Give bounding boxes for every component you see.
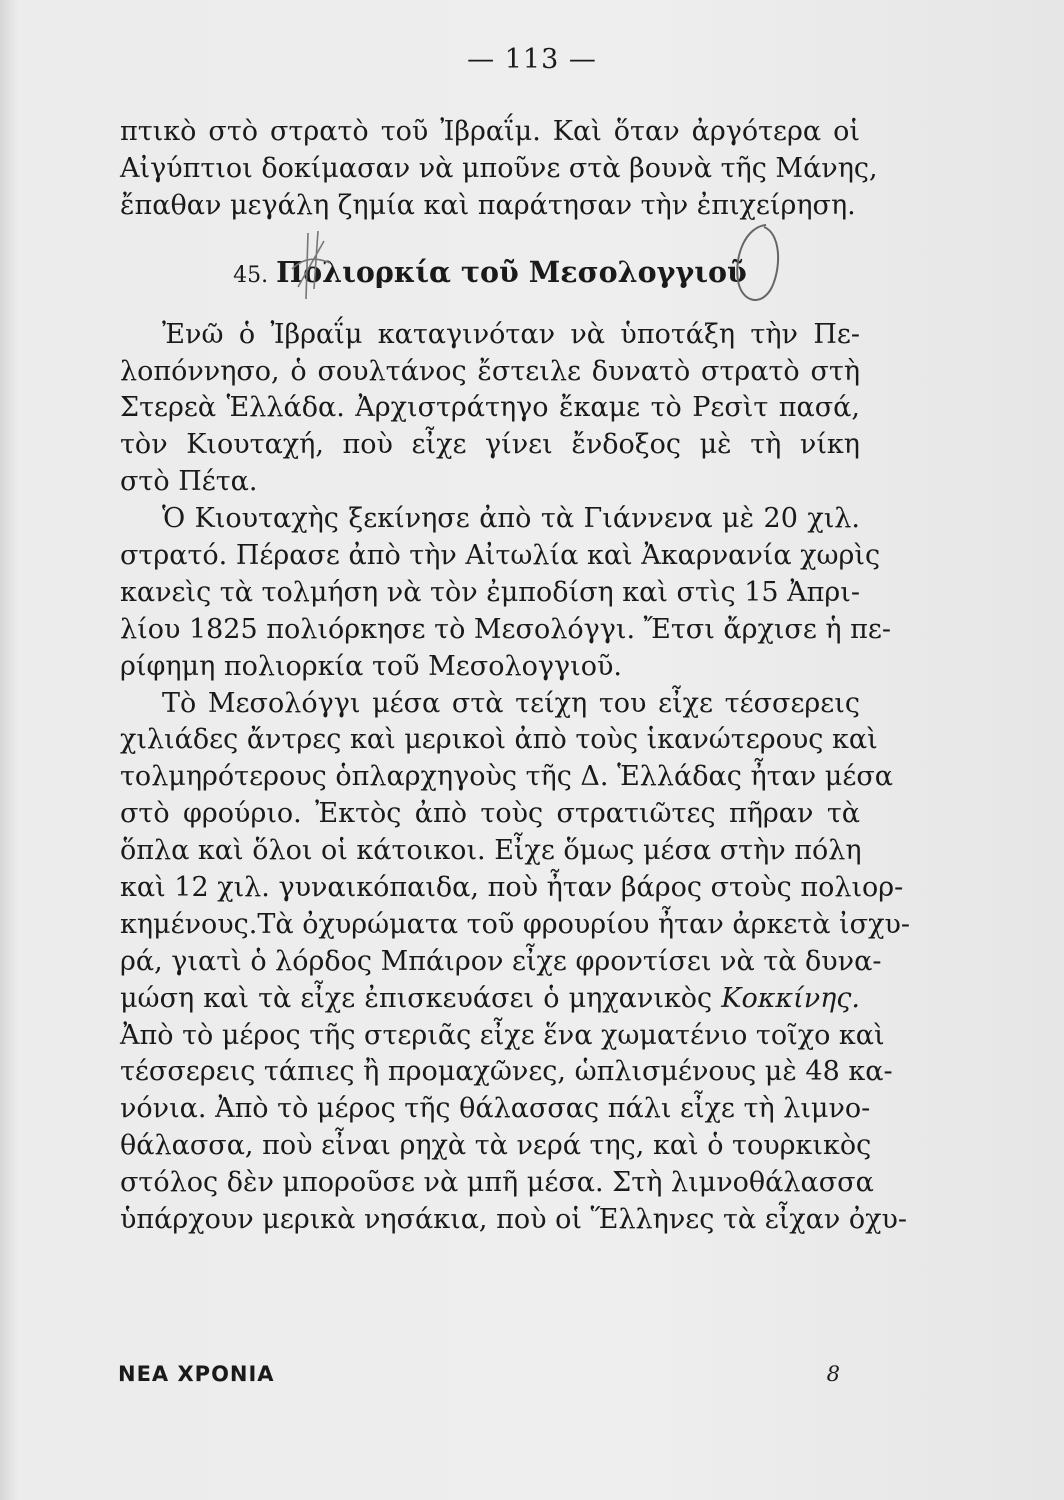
text-line: ρίφημη πολιορκία τοῦ Μεσολογγιοῦ.: [120, 650, 622, 682]
text-line: ἔπαθαν μεγάλη ζημία καὶ παράτησαν τὴν ἐπιχείρηση.: [120, 189, 856, 221]
text-line: στόλος δὲν μποροῦσε νὰ μπῆ μέσα. Στὴ λιμνοθάλασσα: [120, 1167, 874, 1199]
section-title: Πολιορκία τοῦ Μεσολογγιοῦ: [276, 254, 747, 289]
text-line: λίου 1825 πολιόρκησε τὸ Μεσολόγγι. Ἔτσι ἄρχισε ἡ πε-: [120, 613, 892, 645]
pencil-circle-icon: [728, 221, 788, 309]
text-line: στὸ Πέτα.: [120, 466, 258, 498]
text-line: ὑπάρχουν μερικὰ νησάκια, ποὺ οἱ Ἕλληνες τὰ εἶχαν ὀχυ-: [120, 1204, 908, 1236]
text-line: ὅπλα καὶ ὅλοι οἱ κάτοικοι. Εἶχε ὅμως μέσα στὴν πόλη: [120, 835, 862, 867]
text-fragment: μώση καὶ τὰ εἶχε ἐπισκευάσει ὁ μηχανικὸς: [120, 982, 713, 1014]
italic-name: Κοκκίνης.: [721, 982, 860, 1014]
text-line: τέσσερεις τάπιες ἢ προμαχῶνες, ὡπλισμένους μὲ 48 κα-: [120, 1056, 893, 1088]
text-line: τολμηρότερους ὁπλαρχηγοὺς τῆς Δ. Ἑλλάδας ἦταν μέσα: [120, 761, 893, 793]
text-line: στὸ φρούριο. Ἐκτὸς ἀπὸ τοὺς στρατιῶτες πῆραν τὰ: [120, 798, 860, 830]
pencil-mark-icon: [288, 229, 334, 307]
text-line: καὶ 12 χιλ. γυναικόπαιδα, ποὺ ἦταν βάρος στοὺς πολιορ-: [120, 872, 904, 904]
page-footer: [118, 1362, 840, 1386]
text-line: Ἀπὸ τὸ μέρος τῆς στεριᾶς εἶχε ἕνα χωματένιο τοῖχο καὶ: [120, 1019, 885, 1051]
signature-mark: 8: [826, 1362, 840, 1386]
text-line: [120, 981, 860, 1018]
text-line: χιλιάδες ἄντρες καὶ μερικοὶ ἀπὸ τοὺς ἱκανώτερους καὶ: [120, 724, 878, 756]
text-line: πτικὸ στὸ στρατὸ τοῦ Ἰβραΐμ. Καὶ ὅταν ἀργότερα οἱ: [120, 116, 860, 147]
text-line: Τὸ Μεσολόγγι μέσα στὰ τείχη του εἶχε τέσσερεις: [162, 687, 860, 719]
section-heading: [120, 247, 860, 297]
text-line: θάλασσα, ποὺ εἶναι ρηχὰ τὰ νερά της, καὶ ὁ τουρκικὸς: [120, 1130, 872, 1162]
text-line: κανεὶς τὰ τολμήση νὰ τὸν ἐμποδίση καὶ στὶς 15 Ἀπρι-: [120, 576, 860, 608]
text-line: Ἐνῶ ὁ Ἰβραΐμ καταγινόταν νὰ ὑποτάξη τὴν Πε-: [162, 318, 860, 350]
section-number: 45.: [233, 262, 269, 288]
text-line: Αἰγύπτιοι δοκίμασαν νὰ μποῦνε στὰ βουνὰ τῆς Μάνης,: [120, 152, 878, 184]
text-line: λοπόννησο, ὁ σουλτάνος ἔστειλε δυνατὸ στρατὸ στὴ: [120, 355, 860, 387]
text-block: [120, 114, 910, 1239]
text-line: ρά, γιατὶ ὁ λόρδος Μπάιρον εἶχε φροντίσει νὰ τὰ δυνα-: [120, 945, 882, 977]
text-line: Ὁ Κιουταχὴς ξεκίνησε ἀπὸ τὰ Γιάννενα μὲ 20 χιλ.: [162, 503, 860, 535]
text-line: Στερεὰ Ἑλλάδα. Ἀρχιστράτηγο ἔκαμε τὸ Ρεσὶτ πασά,: [120, 392, 860, 424]
footer-title: ΝΕΑ ΧΡΟΝΙΑ: [118, 1362, 275, 1386]
text-line: νόνια. Ἀπὸ τὸ μέρος τῆς θάλασσας πάλι εἶχε τὴ λιμνο-: [120, 1093, 871, 1125]
text-line: στρατό. Πέρασε ἀπὸ τὴν Αἰτωλία καὶ Ἀκαρνανία χωρὶς: [120, 540, 881, 572]
text-line: τὸν Κιουταχή, ποὺ εἶχε γίνει ἔνδοξος μὲ τὴ νίκη: [120, 429, 860, 461]
page-number: — 113 —: [467, 44, 597, 75]
text-line: κημένους.Τὰ ὀχυρώματα τοῦ φρουρίου ἦταν ἀρκετὰ ἰσχυ-: [120, 908, 910, 940]
